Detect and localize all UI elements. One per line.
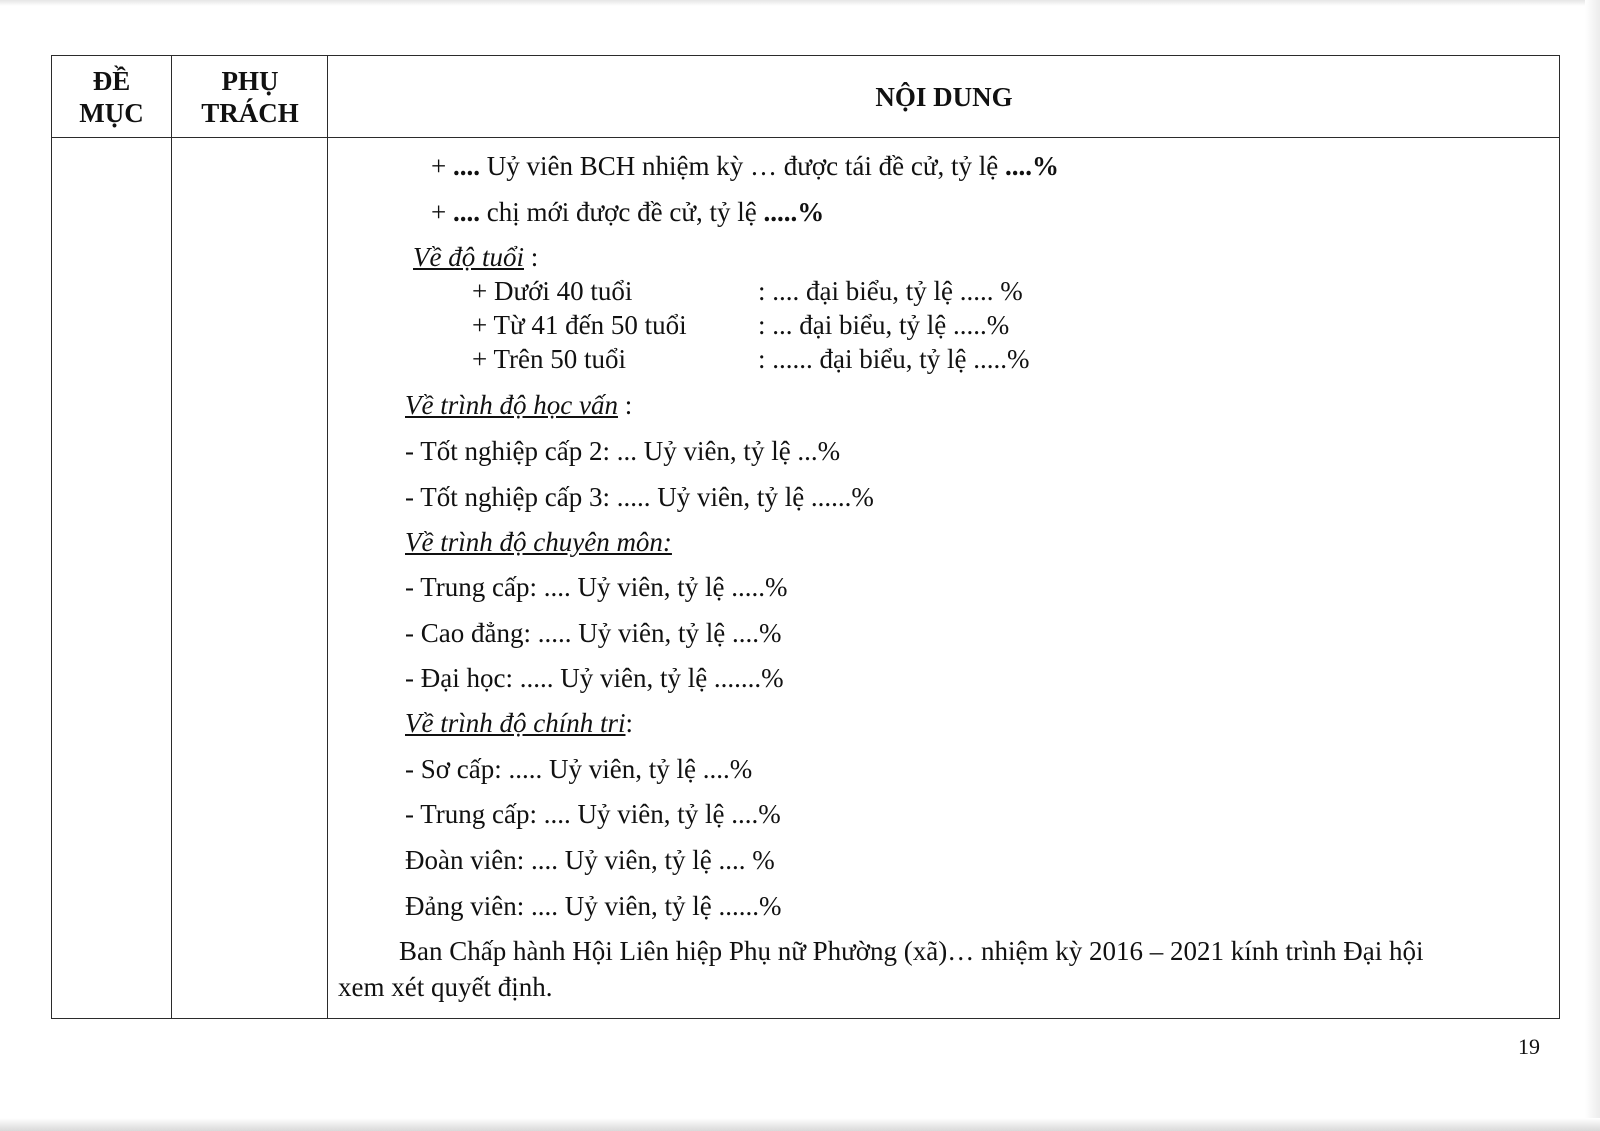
closing-line-1: Ban Chấp hành Hội Liên hiệp Phụ nữ Phường (xã)… nhiệm kỳ 2016 – 2021 kính trình Đại hội — [399, 936, 1424, 966]
header-phu-trach-line2: TRÁCH — [201, 98, 299, 128]
member-row: Đảng viên: .... Uỷ viên, tỷ lệ ......% — [405, 891, 782, 921]
header-de-muc-line2: MỤC — [79, 98, 144, 128]
political-row: - Trung cấp: .... Uỷ viên, tỷ lệ ....% — [405, 799, 781, 829]
header-de-muc — [52, 56, 171, 138]
age-row-value: : ... đại biểu, tỷ lệ .....% — [758, 310, 1010, 340]
political-heading: Về trình độ chính tri: — [405, 708, 633, 738]
age-row-value: : ...... đại biểu, tỷ lệ .....% — [758, 344, 1030, 374]
content-cell — [329, 138, 1559, 1018]
age-row-label: + Dưới 40 tuổi — [472, 276, 633, 306]
scan-edge-top — [0, 0, 1600, 6]
reelected-line: + .... Uỷ viên BCH nhiệm kỳ … được tái đề cử, tỷ lệ ....% — [431, 151, 1059, 181]
header-de-muc-line1: ĐỀ — [92, 66, 131, 96]
column-divider-2 — [327, 56, 328, 1018]
age-heading: Về độ tuổi : — [413, 242, 539, 272]
new-nominee-line: + .... chị mới được đề cử, tỷ lệ .....% — [431, 197, 825, 227]
professional-row: - Cao đẳng: ..... Uỷ viên, tỷ lệ ....% — [405, 618, 782, 648]
professional-row: - Trung cấp: .... Uỷ viên, tỷ lệ .....% — [405, 572, 788, 602]
age-row-label: + Trên 50 tuổi — [472, 344, 627, 374]
column-divider-1 — [171, 56, 172, 1018]
political-row: - Sơ cấp: ..... Uỷ viên, tỷ lệ ....% — [405, 754, 753, 784]
education-row: - Tốt nghiệp cấp 2: ... Uỷ viên, tỷ lệ ...% — [405, 436, 841, 466]
page-number: 19 — [1518, 1034, 1540, 1059]
header-noi-dung-label: NỘI DUNG — [875, 82, 1013, 112]
education-row: - Tốt nghiệp cấp 3: ..... Uỷ viên, tỷ lệ ......% — [405, 482, 874, 512]
header-phu-trach-line1: PHỤ — [221, 66, 279, 96]
member-row: Đoàn viên: .... Uỷ viên, tỷ lệ .... % — [405, 845, 775, 875]
header-noi-dung — [329, 56, 1559, 138]
closing-line-2: xem xét quyết định. — [338, 972, 553, 1002]
header-phu-trach — [173, 56, 327, 138]
scan-edge-bottom — [0, 1118, 1600, 1131]
professional-heading: Về trình độ chuyên môn: — [405, 527, 672, 557]
education-heading: Về trình độ học vấn : — [405, 390, 633, 420]
age-row-value: : .... đại biểu, tỷ lệ ..... % — [758, 276, 1023, 306]
professional-row: - Đại học: ..... Uỷ viên, tỷ lệ .......% — [405, 663, 784, 693]
scan-edge-right — [1585, 0, 1600, 1131]
age-row-label: + Từ 41 đến 50 tuổi — [472, 310, 687, 340]
document-table — [51, 55, 1560, 1019]
